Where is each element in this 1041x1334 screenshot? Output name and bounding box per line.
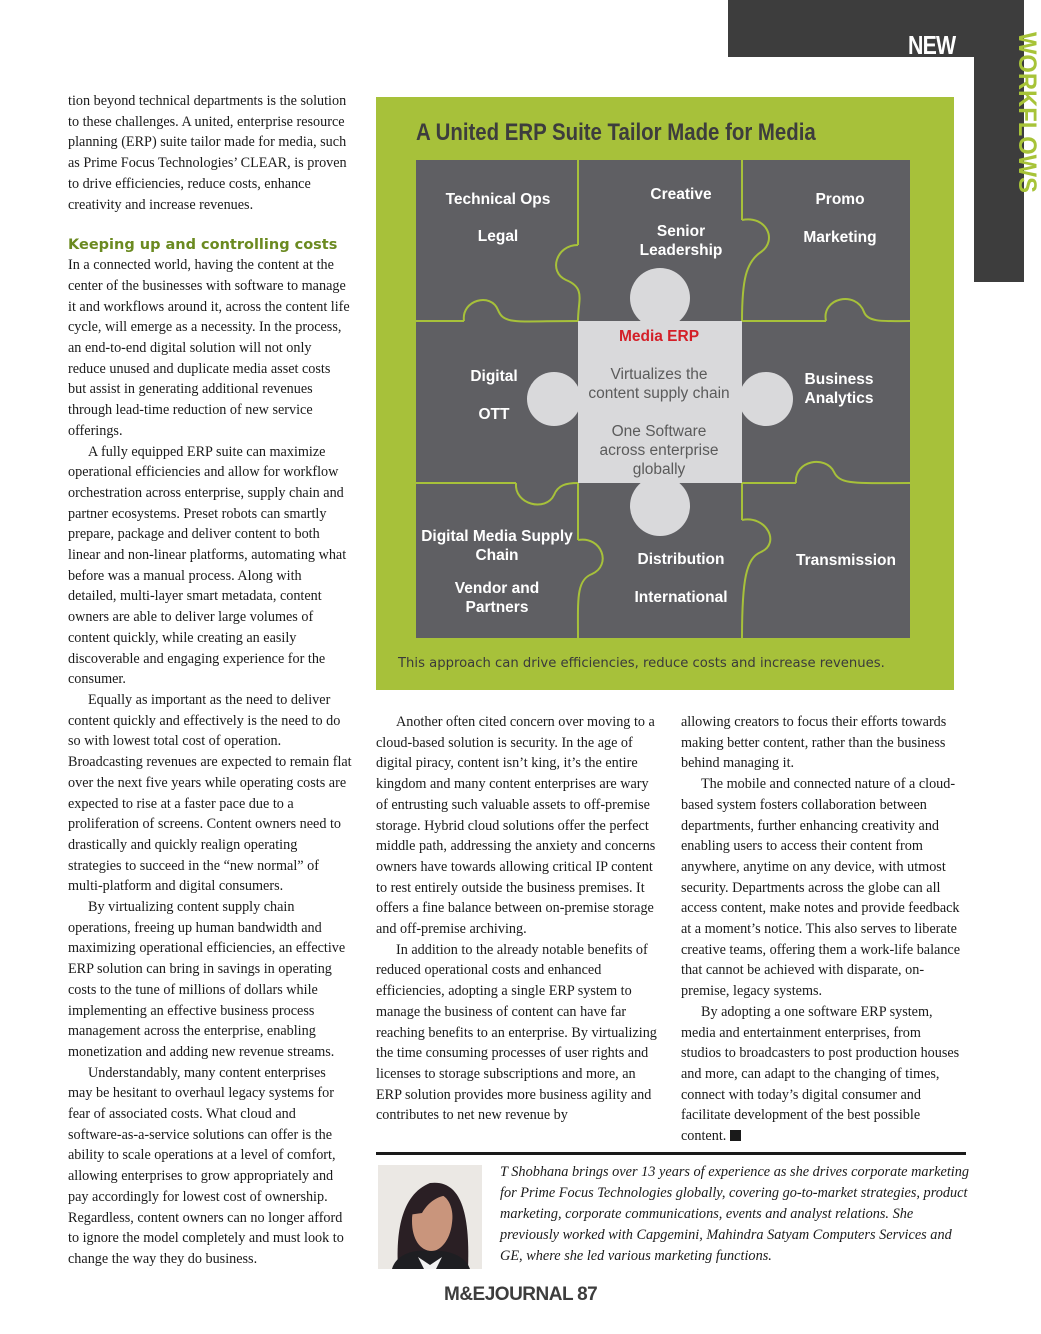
- paragraph: In addition to the already notable benefits of reduced operational costs and enhanced efficiencies, adopting a single ERP system to manage the business of content can have far reaching benefits to an enterprise. By virtualizing the time consuming processes of user rights and licenses to storage subscriptions and more, an ERP solution provides more business agility and contributes to net new revenue by: [376, 941, 657, 1124]
- page-footer: [444, 1284, 597, 1306]
- section-subhead: Keeping up and controlling costs: [68, 237, 338, 254]
- paragraph: Understandably, many content enterprises may be hesitant to overhaul legacy systems for fear of associated costs. What cloud and software-as-a-service solutions can offer is the ability to scale operations at a level of comfort, allowing enterprises to grow appropriately and pay accordingly for lowest cost of ownership. Regardless, content owners can no longer afford to ignore the model completely and must look to change the way they do business.: [68, 1064, 344, 1267]
- paragraph-text: By adopting a one software ERP system, media and entertainment enterprises, from studios to broadcasters to post production houses and more, can adapt to the changing of times, connect with today’s digital consumer and facilitate development of the best possible content.: [681, 1003, 960, 1145]
- label-business-analytics: Business Analytics: [804, 371, 874, 407]
- label-international: International: [634, 589, 728, 606]
- paragraph: The mobile and connected nature of a cloud-based system fosters collaboration between departments, further enhancing creativity and enabling users to access their content from anywhere, anytime on any device, with utmost security. Departments across the globe can all access content, make notes and provide feedback at a moment’s notice. This also serves to liberate creative teams, offering them a work-life balance that cannot be achieved with disparate, on-premise, legacy systems.: [681, 776, 961, 1000]
- figure-title: A United ERP Suite Tailor Made for Media: [416, 119, 816, 146]
- paragraph: tion beyond technical departments is the solution to these challenges. A united, enterprise resource planning (ERP) suite tailor made for media, such as Prime Focus Technologies’ CLEAR, is proven to drive efficiencies, reduce costs, enhance creativity and increase revenues.: [68, 93, 347, 213]
- erp-puzzle-figure: [376, 97, 954, 690]
- paragraph: Another often cited concern over moving to a cloud-based solution is security. In the age of digital piracy, content isn’t king, it’s the entire kingdom and many content enterprises are wary of entrusting such valuable assets to off-premise storage. Hybrid cloud solutions offer the perfect middle path, addressing the anxiety and concerns owners have towards allowing critical IP content to rest entirely outside the business premises. It offers a fine balance between on-premise storage and off-premise archiving.: [376, 714, 656, 938]
- end-mark-icon: [730, 1130, 741, 1141]
- journal-name: M&EJOURNAL: [444, 1284, 574, 1305]
- label-senior-leadership: Senior Leadership: [639, 223, 723, 259]
- label-legal: Legal: [477, 228, 519, 245]
- paragraph: Equally as important as the need to deliver content quickly and effectively is the need to do so with lowest total cost of operation. Broadcasting revenues are expected to remain flat over the next five years while operating costs are expected to rise at a faster pace due to a proliferation of screens. Content owners need to drastically and quickly realign operating strategies to succeed in the “new normal” of multi-platform and digital consumers.: [68, 691, 352, 895]
- label-creative: Creative: [650, 186, 712, 203]
- label-one-software: One Software across enterprise globally: [599, 423, 719, 478]
- label-media-erp: Media ERP: [618, 328, 700, 345]
- page-number: 87: [577, 1284, 598, 1305]
- label-technical-ops: Technical Ops: [445, 191, 551, 208]
- label-transmission: Transmission: [796, 552, 896, 569]
- label-digital: Digital: [470, 368, 518, 385]
- section-label-new: NEW: [908, 30, 956, 60]
- label-virtualizes: Virtualizes the content supply chain: [588, 366, 730, 402]
- figure-caption: This approach can drive efficiencies, reduce costs and increase revenues.: [398, 656, 885, 671]
- label-digital-media-supply-chain: Digital Media Supply Chain: [421, 528, 573, 564]
- label-distribution: Distribution: [637, 551, 725, 568]
- article-column-2: [376, 712, 658, 1126]
- paragraph: [681, 1002, 963, 1147]
- author-bio: T Shobhana brings over 13 years of experience as she drives corporate marketing for Prime Focus Technologies globally, covering go-to-market strategies, product marketing, corporate communications, events and analyst relations. She previously worked with Capgemini, Mahindra Satyam Computers Services and GE, where she led various marketing functions.: [500, 1164, 970, 1264]
- label-marketing: Marketing: [803, 229, 877, 246]
- paragraph: A fully equipped ERP suite can maximize operational efficiencies and allow for workflow orchestration across enterprise, supply chain and partner ecosystems. Preset robots can smartly prepare, package and deliver content to both linear and non-linear platforms, automating what before was a manual process. Along with detailed, multi-layer smart metadata, content owners are able to deliver large volumes of content quickly, while creating an easily discoverable and engaging experience for the consumer.: [68, 443, 347, 688]
- article-column-3: [681, 712, 963, 1147]
- paragraph: In a connected world, having the content at the center of the businesses with software to manage it and workflows around it, across the content life cycle, will emerge as a necessity. In the process, an end-to-end digital solution will not only reduce unused and duplicate media asset costs but assist in generating additional revenues through lead-time reduction of new service offerings.: [68, 257, 350, 439]
- label-ott: OTT: [478, 406, 510, 423]
- label-promo: Promo: [815, 191, 865, 208]
- author-photo: [378, 1165, 482, 1269]
- paragraph: allowing creators to focus their efforts towards making better content, rather than the business behind managing it.: [681, 714, 947, 772]
- section-label-workflows: WORKFLOWS: [1013, 32, 1041, 193]
- paragraph: By virtualizing content supply chain operations, freeing up human bandwidth and maximizing operational efficiencies, an effective ERP solution can bring in savings in operating costs to the tune of millions of dollars while implementing an effective business process management across the enterprise, enabling monetization and adding new revenue streams.: [68, 899, 346, 1060]
- article-column-1: [68, 91, 352, 1270]
- label-vendor-partners: Vendor and Partners: [454, 580, 540, 616]
- bio-divider: [376, 1152, 966, 1155]
